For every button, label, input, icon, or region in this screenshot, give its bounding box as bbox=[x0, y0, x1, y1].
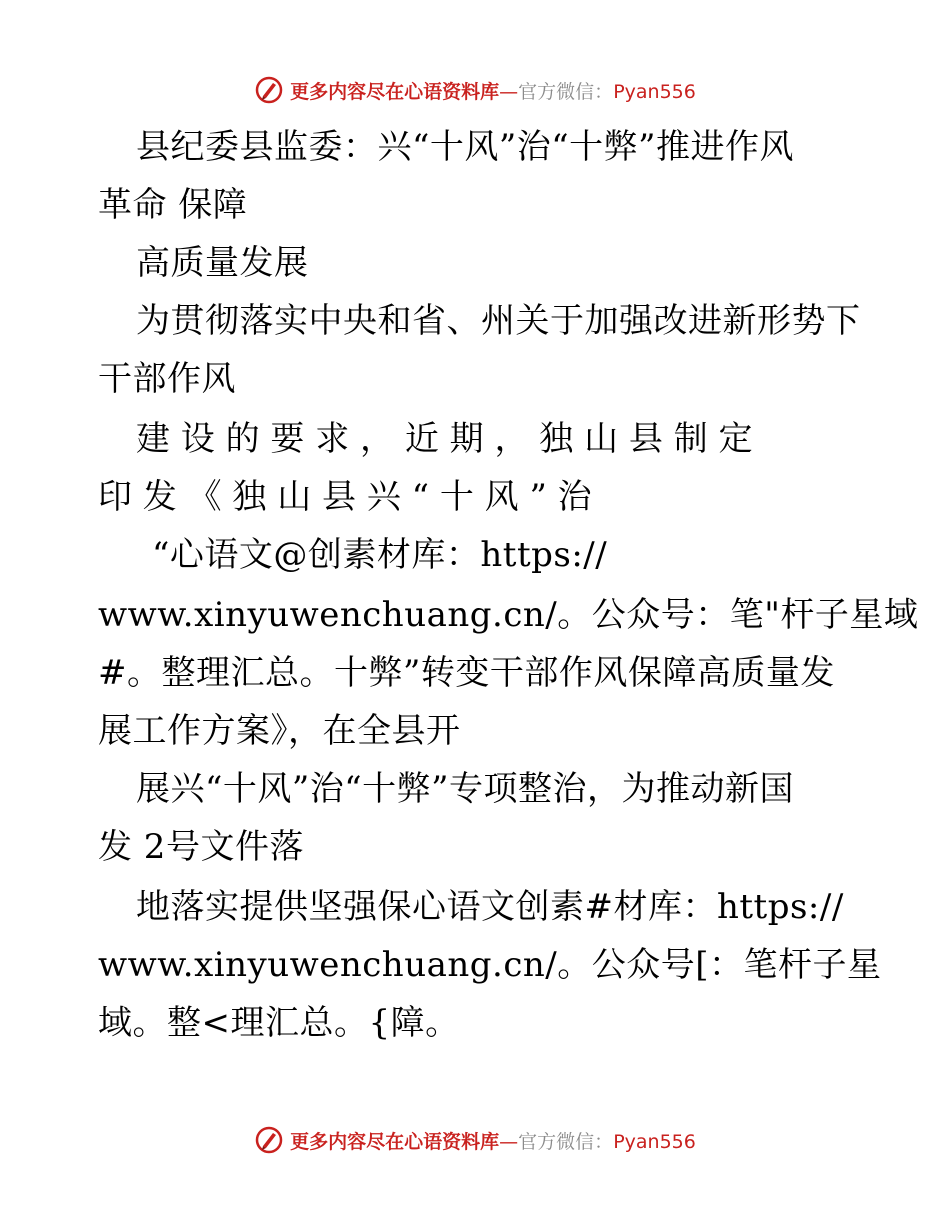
text-line: 建 设 的 要 求 ， 近 期 ， 独 山 县 制 定 bbox=[136, 419, 753, 459]
banner-wechat-label: 官方微信： bbox=[518, 80, 614, 103]
banner-dash: — bbox=[499, 1130, 519, 1153]
text-line: 地落实提供坚强保心语文创素#材库：https:// bbox=[136, 887, 844, 927]
text-line: 高质量发展 bbox=[136, 243, 309, 283]
text-line: www.xinyuwenchuang.cn/。公众号[：笔杆子星 bbox=[98, 945, 882, 985]
text-line: “心语文@创素材库：https:// bbox=[152, 535, 608, 575]
banner-brand: 更多内容尽在心语资料库 bbox=[290, 80, 500, 103]
banner-dash: — bbox=[499, 80, 519, 103]
banner-brand: 更多内容尽在心语资料库 bbox=[290, 1130, 500, 1153]
text-line: 发 2号文件落 bbox=[98, 827, 304, 867]
text-line: 县纪委县监委：兴“十风”治“十弊”推进作风 bbox=[136, 127, 795, 167]
text-line: 域。整<理汇总。{障。 bbox=[98, 1003, 460, 1043]
banner-wechat-id: Pyan556 bbox=[613, 1130, 696, 1153]
banner-text bbox=[290, 1127, 696, 1154]
text-line: 印 发 《 独 山 县 兴 “ 十 风 ” 治 bbox=[98, 477, 592, 517]
banner-wechat-label: 官方微信： bbox=[518, 1130, 614, 1153]
banner-wechat-id: Pyan556 bbox=[613, 80, 696, 103]
text-line: 展工作方案》，在全县开 bbox=[98, 711, 461, 751]
text-line: 为贯彻落实中央和省、州关于加强改进新形势下 bbox=[136, 301, 861, 341]
text-line: 展兴“十风”治“十弊”专项整治，为推动新国 bbox=[136, 769, 795, 809]
pen-circle-logo-icon bbox=[254, 1125, 284, 1155]
text-line: www.xinyuwenchuang.cn/。公众号：笔"杆子星域 bbox=[98, 595, 919, 635]
text-line: 革命 保障 bbox=[98, 185, 248, 225]
text-line: 干部作风 bbox=[98, 359, 236, 399]
text-line: #。整理汇总。十弊”转变干部作风保障高质量发 bbox=[98, 653, 835, 693]
footer-watermark-banner bbox=[0, 1120, 950, 1160]
